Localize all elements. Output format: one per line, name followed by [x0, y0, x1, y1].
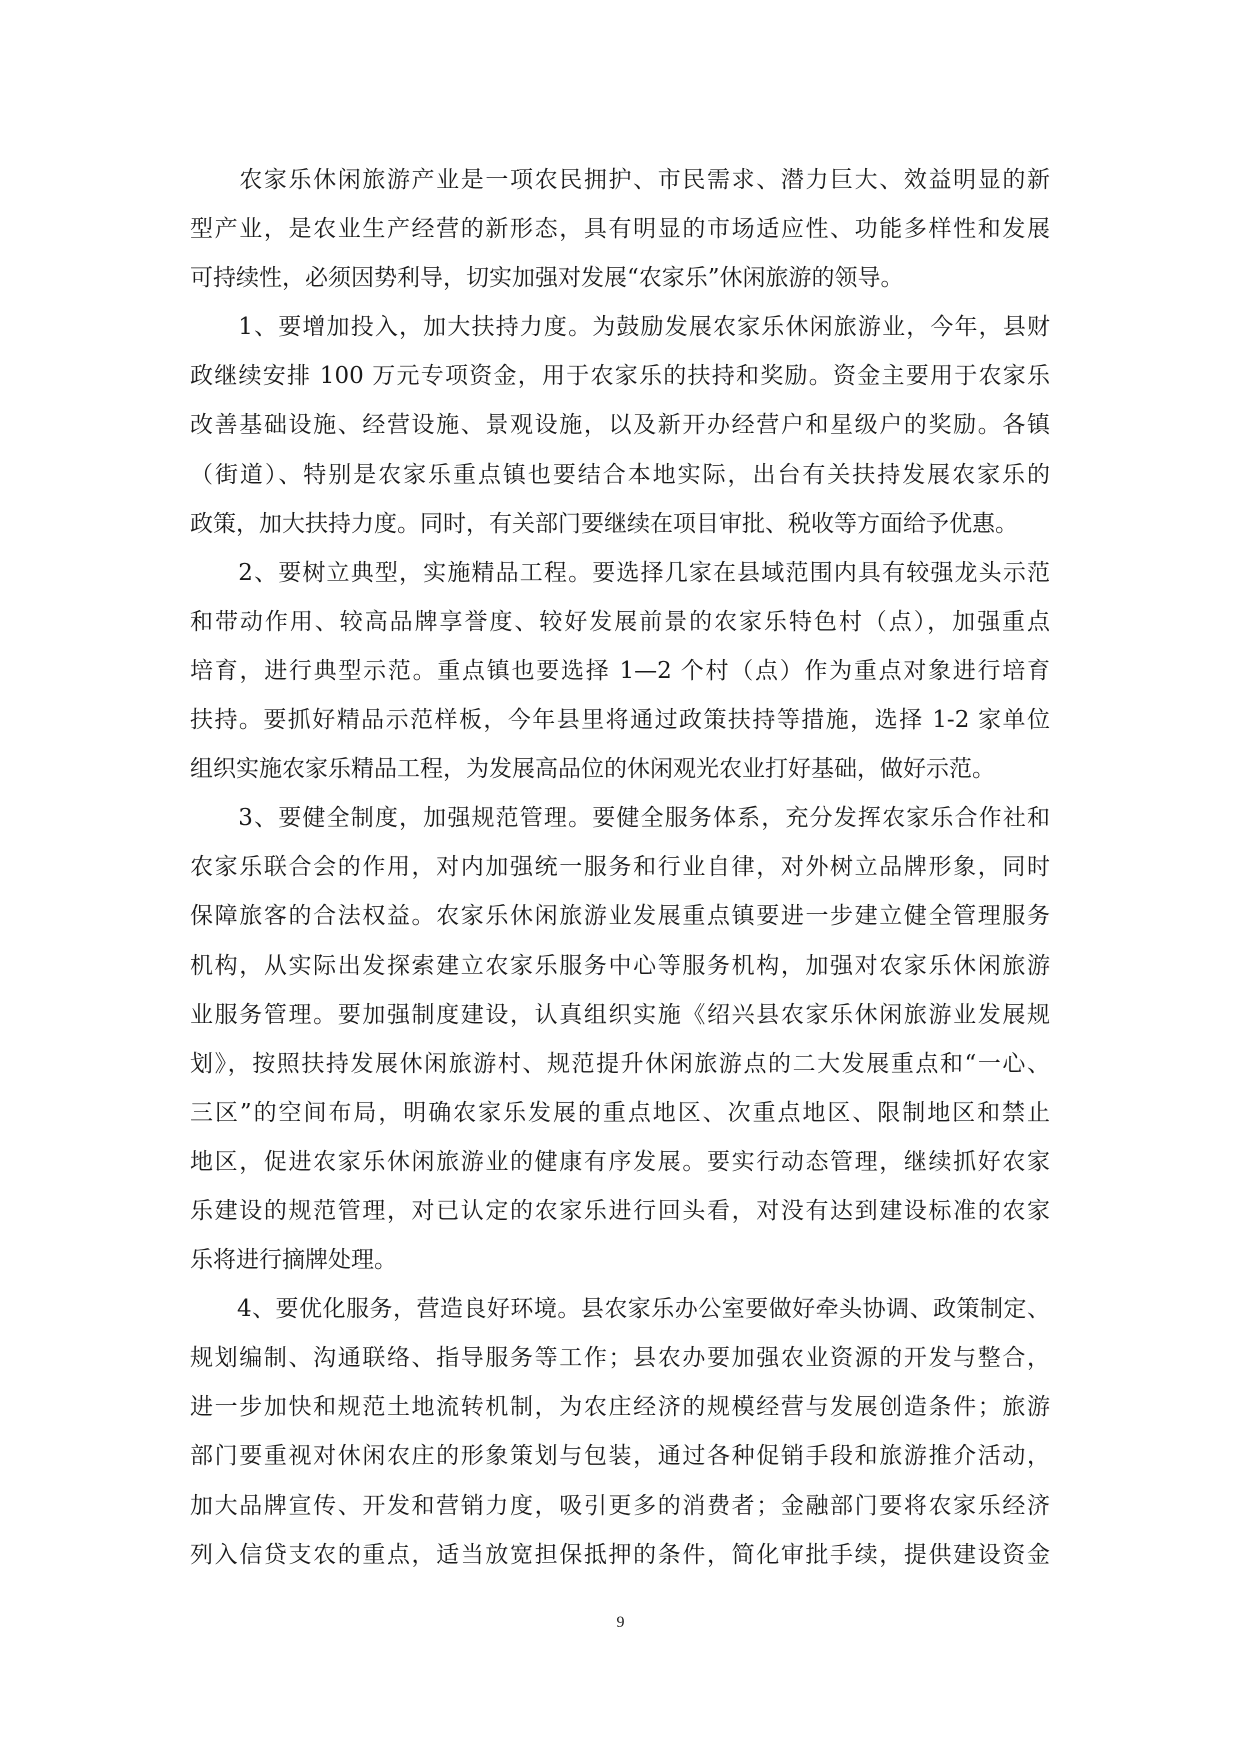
text-line: 扶持。要抓好精品示范样板，今年县里将通过政策扶持等措施，选择 1-2 家单位: [190, 707, 1050, 734]
text-line: 规划编制、沟通联络、指导服务等工作；县农办要加强农业资源的开发与整合，: [190, 1345, 1050, 1372]
text-line: 农家乐休闲旅游产业是一项农民拥护、市民需求、潜力巨大、效益明显的新: [190, 167, 1050, 193]
text-line: 划》，按照扶持发展休闲旅游村、规范提升休闲旅游点的二大发展重点和“一心、: [190, 1050, 1050, 1077]
text-line: （街道）、特别是农家乐重点镇也要结合本地实际，出台有关扶持发展农家乐的: [190, 461, 1050, 488]
text-line: 型产业，是农业生产经营的新形态，具有明显的市场适应性、功能多样性和发展: [190, 216, 1050, 243]
text-line: 政策，加大扶持力度。同时，有关部门要继续在项目审批、税收等方面给予优惠。: [190, 510, 1018, 537]
text-line: 进一步加快和规范土地流转机制，为农庄经济的规模经营与发展创造条件；旅游: [190, 1394, 1050, 1421]
text-line: 2、要树立典型，实施精品工程。要选择几家在县域范围内具有较强龙头示范: [190, 559, 1050, 586]
text-line: 业服务管理。要加强制度建设，认真组织实施《绍兴县农家乐休闲旅游业发展规: [190, 1001, 1050, 1028]
text-line: 部门要重视对休闲农庄的形象策划与包装，通过各种促销手段和旅游推介活动，: [190, 1443, 1050, 1470]
text-line: 组织实施农家乐精品工程，为发展高品位的休闲观光农业打好基础，做好示范。: [190, 756, 995, 783]
text-line: 地区，促进农家乐休闲旅游业的健康有序发展。要实行动态管理，继续抓好农家: [190, 1148, 1050, 1175]
text-line: 可持续性，必须因势利导，切实加强对发展“农家乐”休闲旅游的领导。: [190, 265, 904, 292]
text-line: 加大品牌宣传、开发和营销力度，吸引更多的消费者；金融部门要将农家乐经济: [190, 1492, 1050, 1519]
text-line: 改善基础设施、经营设施、景观设施，以及新开办经营户和星级户的奖励。各镇: [190, 412, 1050, 439]
text-line: 3、要健全制度，加强规范管理。要健全服务体系，充分发挥农家乐合作社和: [190, 805, 1050, 832]
text-line: 乐将进行摘牌处理。: [190, 1247, 397, 1274]
text-line: 机构，从实际出发探索建立农家乐服务中心等服务机构，加强对农家乐休闲旅游: [190, 952, 1050, 979]
text-line: 农家乐联合会的作用，对内加强统一服务和行业自律，对外树立品牌形象，同时: [190, 854, 1050, 881]
body-text: [190, 156, 1050, 1580]
text-line: 4、要优化服务，营造良好环境。县农家乐办公室要做好牵头协调、政策制定、: [190, 1296, 1050, 1323]
text-line: 和带动作用、较高品牌享誉度、较好发展前景的农家乐特色村（点），加强重点: [190, 608, 1050, 635]
text-line: 三区”的空间布局，明确农家乐发展的重点地区、次重点地区、限制地区和禁止: [190, 1099, 1050, 1126]
text-line: 1、要增加投入，加大扶持力度。为鼓励发展农家乐休闲旅游业，今年，县财: [190, 314, 1050, 341]
text-line: 保障旅客的合法权益。农家乐休闲旅游业发展重点镇要进一步建立健全管理服务: [190, 903, 1050, 930]
text-line: 列入信贷支农的重点，适当放宽担保抵押的条件，简化审批手续，提供建设资金: [190, 1541, 1050, 1568]
text-line: 政继续安排 100 万元专项资金，用于农家乐的扶持和奖励。资金主要用于农家乐: [190, 363, 1050, 390]
text-line: 乐建设的规范管理，对已认定的农家乐进行回头看，对没有达到建设标准的农家: [190, 1197, 1050, 1224]
text-line: 培育，进行典型示范。重点镇也要选择 1—2 个村（点）作为重点对象进行培育: [190, 657, 1050, 684]
page-number: 9: [616, 1614, 625, 1631]
